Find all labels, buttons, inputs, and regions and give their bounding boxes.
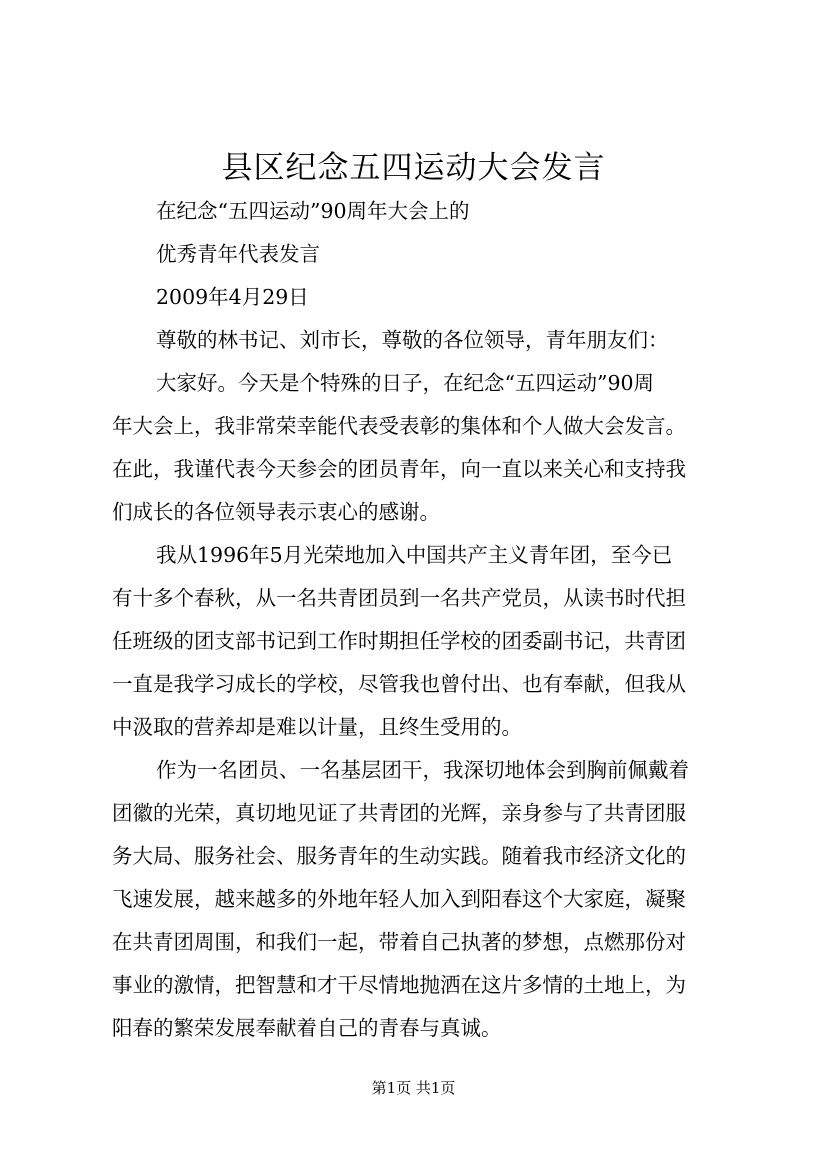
paragraph-line: 在共青团周围，和我们一起，带着自己执著的梦想，点燃那份对	[112, 930, 686, 954]
paragraph-line: 务大局、服务社会、服务青年的生动实践。随着我市经济文化的	[112, 844, 686, 868]
paragraph-line: 我从1996年5月光荣地加入中国共产主义青年团，至今已	[156, 543, 673, 567]
paragraph-line: 们成长的各位领导表示衷心的感谢。	[112, 500, 440, 524]
paragraph-line: 阳春的繁荣发展奉献着自己的青春与真诚。	[112, 1016, 502, 1040]
document-title: 县区纪念五四运动大会发言	[221, 150, 606, 186]
salutation-line: 尊敬的林书记、刘市长，尊敬的各位领导，青年朋友们：	[156, 328, 669, 352]
paragraph-line: 一直是我学习成长的学校，尽管我也曾付出、也有奉献，但我从	[112, 672, 686, 696]
paragraph-line: 在此，我谨代表今天参会的团员青年，向一直以来关心和支持我	[112, 457, 686, 481]
paragraph-line: 年大会上，我非常荣幸能代表受表彰的集体和个人做大会发言。	[112, 414, 686, 438]
page-footer: 第1页 共1页	[371, 1079, 456, 1097]
subtitle-line-1: 在纪念“五四运动”90周年大会上的	[156, 199, 470, 223]
paragraph-line: 作为一名团员、一名基层团干，我深切地体会到胸前佩戴着	[156, 758, 689, 782]
date-line: 2009年4月29日	[156, 285, 309, 309]
paragraph-line: 任班级的团支部书记到工作时期担任学校的团委副书记，共青团	[112, 629, 686, 653]
paragraph-line: 事业的激情，把智慧和才干尽情地抛洒在这片多情的土地上，为	[112, 973, 686, 997]
paragraph-line: 有十多个春秋，从一名共青团员到一名共产党员，从读书时代担	[112, 586, 686, 610]
subtitle-line-2: 优秀青年代表发言	[156, 242, 320, 266]
paragraph-line: 飞速发展，越来越多的外地年轻人加入到阳春这个大家庭，凝聚	[112, 887, 686, 911]
paragraph-line: 团徽的光荣，真切地见证了共青团的光辉，亲身参与了共青团服	[112, 801, 686, 825]
paragraph-line: 大家好。今天是个特殊的日子，在纪念“五四运动”90周	[156, 371, 655, 395]
paragraph-line: 中汲取的营养却是难以计量，且终生受用的。	[112, 715, 522, 739]
